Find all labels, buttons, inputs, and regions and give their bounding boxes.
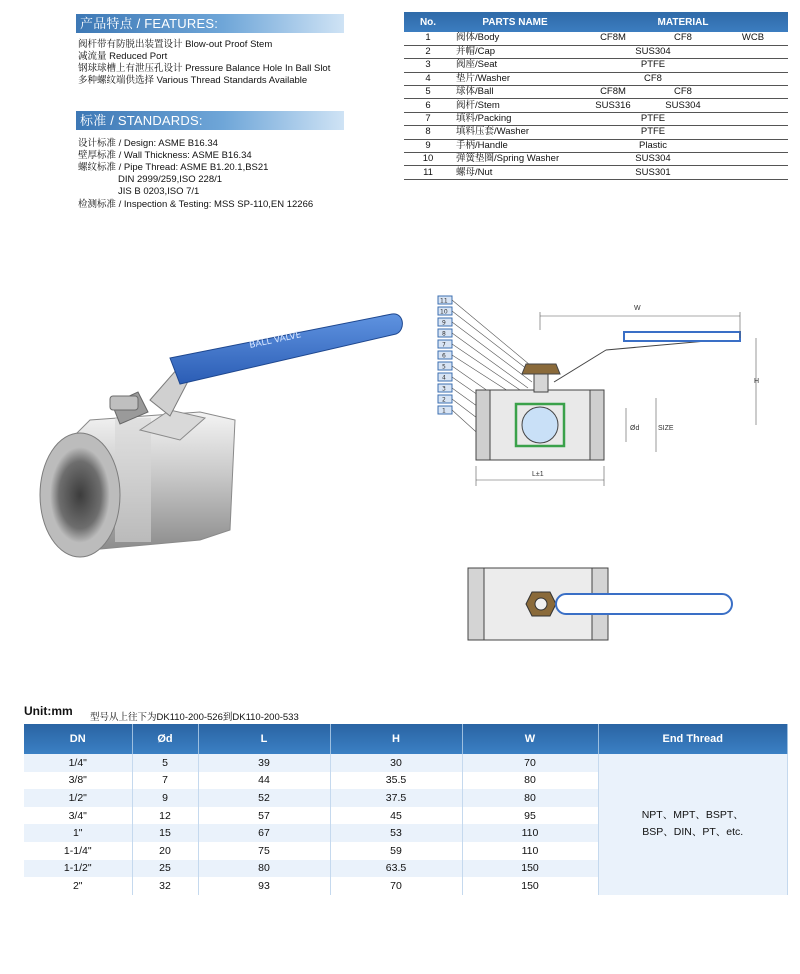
part-no: 2 (404, 45, 452, 58)
part-name: 球体/Ball (452, 86, 578, 99)
part-no: 1 (404, 32, 452, 45)
dim-cell: 1-1/4" (24, 842, 132, 860)
standard-item: 设计标准 / Design: ASME B16.34 (78, 138, 218, 149)
parts-row (404, 139, 788, 152)
dim-cell: 1" (24, 824, 132, 842)
part-name: 填料/Packing (452, 112, 578, 125)
dim-cell: 70 (462, 754, 598, 772)
part-name: 阀座/Seat (452, 59, 578, 72)
part-name: 垫片/Washer (452, 72, 578, 85)
standard-item: JIS B 0203,ISO 7/1 (118, 186, 200, 197)
part-no: 7 (404, 112, 452, 125)
part-no: 3 (404, 59, 452, 72)
parts-header-material: MATERIAL (578, 12, 788, 32)
callout-number: 11 (440, 297, 448, 305)
part-material: SUS316 (578, 99, 648, 112)
callout-number: 1 (442, 407, 446, 415)
callout-number: 9 (442, 319, 446, 327)
part-no: 9 (404, 139, 452, 152)
dim-cell: 150 (462, 860, 598, 878)
dim-cell: 59 (330, 842, 462, 860)
dim-header: L (198, 724, 330, 754)
width-label: W (634, 305, 641, 312)
dim-cell: 20 (132, 842, 198, 860)
parts-header-no: No. (404, 12, 452, 32)
callout-number: 3 (442, 385, 446, 393)
dim-cell: 52 (198, 789, 330, 807)
end-thread-line: BSP、DIN、PT、etc. (642, 826, 744, 839)
feature-item: 阀杆带有防脱出装置设计 Blow-out Proof Stem (78, 39, 273, 50)
dim-cell: 35.5 (330, 772, 462, 790)
dim-cell: 57 (198, 807, 330, 825)
callout-number: 7 (442, 341, 446, 349)
parts-row (404, 126, 788, 139)
parts-row (404, 153, 788, 166)
end-thread-line: NPT、MPT、BSPT、 (641, 809, 744, 822)
part-material: PTFE (578, 126, 788, 139)
dim-header: Ød (132, 724, 198, 754)
dim-cell: 37.5 (330, 789, 462, 807)
dim-header: H (330, 724, 462, 754)
part-no: 8 (404, 126, 452, 139)
handle-label: BALL VALVE (248, 330, 303, 351)
standard-item: DIN 2999/259,ISO 228/1 (118, 174, 223, 185)
parts-row (404, 86, 788, 99)
ball-valve-photo (20, 300, 410, 590)
feature-item: 减流量 Reduced Port (78, 51, 168, 62)
parts-row (404, 112, 788, 125)
length-label: L±1 (532, 471, 544, 478)
parts-row (404, 45, 788, 58)
dim-cell: 2" (24, 877, 132, 895)
dim-cell: 3/8" (24, 772, 132, 790)
parts-row (404, 59, 788, 72)
part-name: 螺母/Nut (452, 166, 578, 179)
dim-cell: 150 (462, 877, 598, 895)
dim-cell: 80 (462, 772, 598, 790)
dim-cell: 75 (198, 842, 330, 860)
dim-cell: 63.5 (330, 860, 462, 878)
part-name: 手柄/Handle (452, 139, 578, 152)
feature-item: 钢球球槽上有泄压孔设计 Pressure Balance Hole In Ball Slot (78, 63, 331, 74)
dim-cell: 45 (330, 807, 462, 825)
dim-cell: 70 (330, 877, 462, 895)
part-material: WCB (718, 32, 788, 45)
callout-number: 4 (442, 374, 446, 382)
dim-row (24, 754, 788, 772)
unit-label: Unit:mm (24, 704, 73, 718)
dim-cell: 1-1/2" (24, 860, 132, 878)
parts-row (404, 32, 788, 45)
dim-cell: 44 (198, 772, 330, 790)
callout-number: 5 (442, 363, 446, 371)
part-name: 并帽/Cap (452, 45, 578, 58)
part-no: 5 (404, 86, 452, 99)
standard-item: 螺纹标准 / Pipe Thread: ASME B1.20.1,BS21 (78, 162, 269, 173)
part-material: SUS304 (578, 153, 788, 166)
part-material: Plastic (578, 139, 788, 152)
parts-row (404, 72, 788, 85)
part-no: 4 (404, 72, 452, 85)
dim-cell: 5 (132, 754, 198, 772)
dim-cell: 9 (132, 789, 198, 807)
callout-number: 6 (442, 352, 446, 360)
part-material: CF8 (578, 72, 788, 85)
dimension-table (24, 724, 788, 895)
parts-header-name: PARTS NAME (452, 12, 578, 32)
dim-cell: 25 (132, 860, 198, 878)
dim-cell: 80 (462, 789, 598, 807)
parts-row (404, 166, 788, 179)
dim-cell: 80 (198, 860, 330, 878)
section-drawing (436, 290, 776, 500)
part-material: SUS304 (648, 99, 718, 112)
dim-cell: 32 (132, 877, 198, 895)
callout-number: 2 (442, 396, 446, 404)
part-material: SUS301 (578, 166, 788, 179)
valve-section (476, 332, 740, 460)
dim-cell: 93 (198, 877, 330, 895)
height-label: H (754, 378, 760, 385)
size-label: SIZE (658, 425, 674, 432)
dim-cell: 7 (132, 772, 198, 790)
dim-cell: 67 (198, 824, 330, 842)
callout-number: 10 (440, 308, 448, 316)
part-name: 弹簧垫圈/Spring Washer (452, 153, 578, 166)
callout-number: 8 (442, 330, 446, 338)
dim-cell: 110 (462, 824, 598, 842)
dim-header: End Thread (598, 724, 788, 754)
dim-cell: 53 (330, 824, 462, 842)
dim-cell: 15 (132, 824, 198, 842)
feature-item: 多种螺纹端供选择 Various Thread Standards Available (78, 75, 308, 86)
part-material: PTFE (578, 112, 788, 125)
standard-item: 壁厚标准 / Wall Thickness: ASME B16.34 (78, 150, 252, 161)
part-material: SUS304 (578, 45, 788, 58)
dim-header: DN (24, 724, 132, 754)
dim-cell: 1/4" (24, 754, 132, 772)
part-material: CF8M (578, 32, 648, 45)
part-no: 6 (404, 99, 452, 112)
part-no: 11 (404, 166, 452, 179)
dim-cell: 1/2" (24, 789, 132, 807)
part-material: CF8M (578, 86, 648, 99)
diameter-label: Ød (630, 425, 640, 432)
standards-heading: 标准 / STANDARDS: (76, 111, 344, 130)
dim-cell: 110 (462, 842, 598, 860)
features-heading: 产品特点 / FEATURES: (76, 14, 344, 33)
dim-cell: 3/4" (24, 807, 132, 825)
part-material: PTFE (578, 59, 788, 72)
parts-table (404, 12, 788, 180)
dim-cell: 39 (198, 754, 330, 772)
part-name: 填料压套/Washer (452, 126, 578, 139)
dim-header: W (462, 724, 598, 754)
dim-cell: 95 (462, 807, 598, 825)
part-name: 阀体/Body (452, 32, 578, 45)
dim-cell: 30 (330, 754, 462, 772)
dim-cell: 12 (132, 807, 198, 825)
standard-item: 检测标准 / Inspection & Testing: MSS SP-110,EN 12266 (78, 199, 314, 210)
part-material: CF8 (648, 32, 718, 45)
part-no: 10 (404, 153, 452, 166)
part-material: CF8 (648, 86, 718, 99)
end-thread-cell (598, 754, 788, 895)
top-view-drawing (466, 560, 746, 646)
parts-row (404, 99, 788, 112)
part-name: 阀杆/Stem (452, 99, 578, 112)
model-note: 型号从上往下为DK110-200-526到DK110-200-533 (90, 712, 299, 723)
